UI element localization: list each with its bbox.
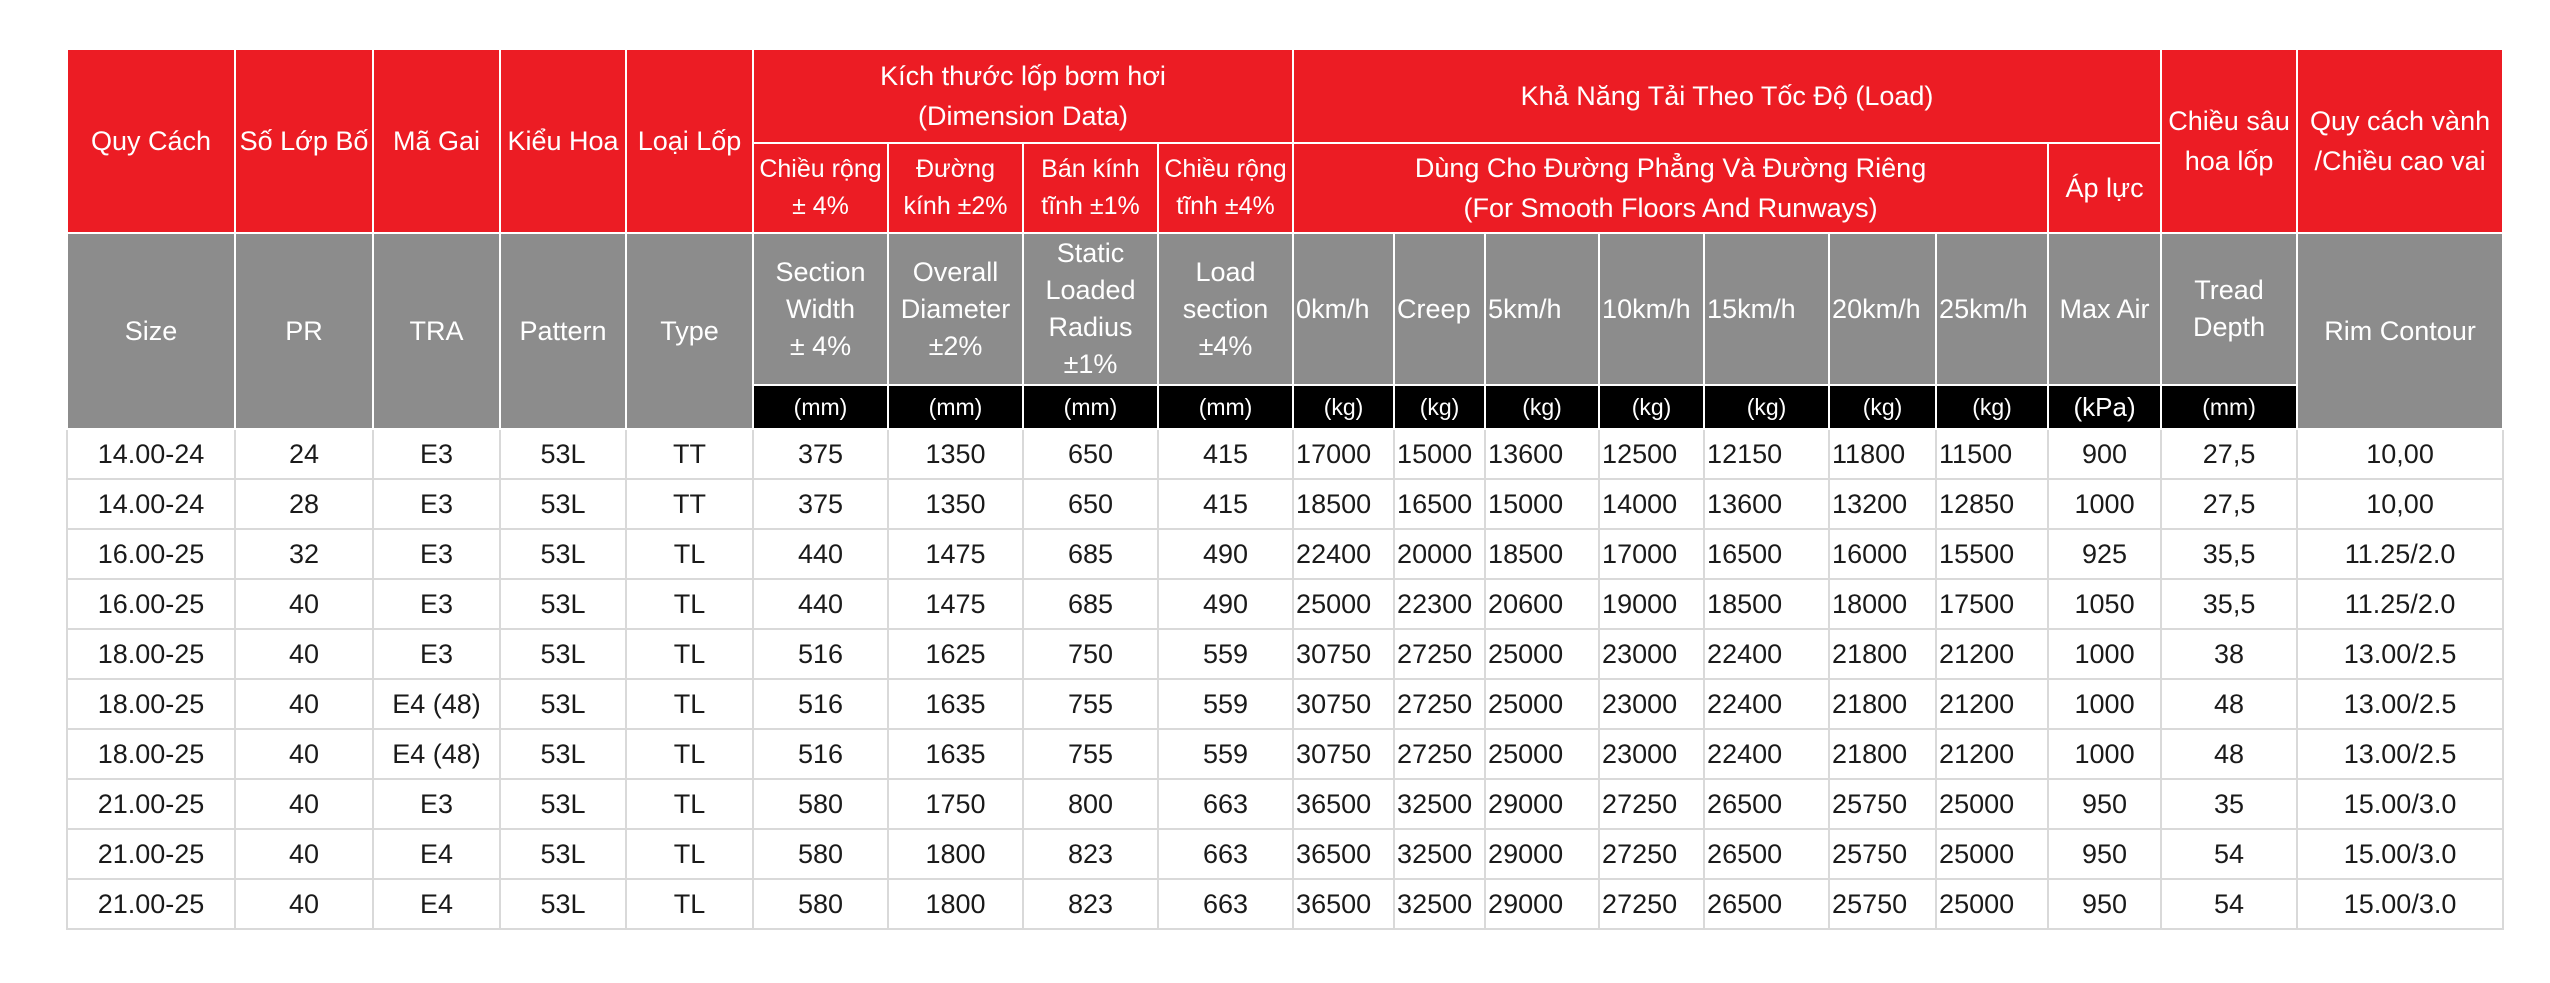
cell-overall-diameter: 1625 xyxy=(888,629,1023,679)
unit-kg: (kg) xyxy=(1293,385,1394,429)
static-radius-en-line4: ±1% xyxy=(1063,349,1118,379)
unit-kg: (kg) xyxy=(1936,385,2048,429)
cell-pr: 32 xyxy=(235,529,373,579)
unit-kg: (kg) xyxy=(1394,385,1485,429)
cell-load-5kmh: 20600 xyxy=(1485,579,1599,629)
group-header-smooth-floors xyxy=(1293,143,2048,233)
unit-mm: (mm) xyxy=(753,385,888,429)
cell-load-section: 559 xyxy=(1158,679,1293,729)
cell-rim-contour: 11.25/2.0 xyxy=(2297,579,2503,629)
cell-load-15kmh: 26500 xyxy=(1704,829,1829,879)
cell-load-25kmh: 25000 xyxy=(1936,829,2048,879)
cell-load-15kmh: 26500 xyxy=(1704,879,1829,929)
overall-diameter-en-line2: Diameter xyxy=(900,293,1011,324)
cell-static-radius: 650 xyxy=(1023,429,1158,479)
cell-load-section: 415 xyxy=(1158,429,1293,479)
cell-load-25kmh: 11500 xyxy=(1936,429,2048,479)
col-header-max-air: Max Air xyxy=(2048,233,2161,385)
load-section-en-line1: Load xyxy=(1195,256,1256,287)
cell-load-25kmh: 25000 xyxy=(1936,779,2048,829)
unit-mm: (mm) xyxy=(2161,385,2297,429)
cell-overall-diameter: 1350 xyxy=(888,479,1023,529)
cell-pr: 40 xyxy=(235,779,373,829)
cell-rim-contour: 15.00/3.0 xyxy=(2297,779,2503,829)
unit-mm: (mm) xyxy=(888,385,1023,429)
overall-diameter-en-line1: Overall xyxy=(912,256,999,287)
cell-section-width: 440 xyxy=(753,529,888,579)
table-body xyxy=(67,429,2503,929)
cell-load-25kmh: 21200 xyxy=(1936,729,2048,779)
section-width-vi-line2: ± 4% xyxy=(792,192,849,220)
cell-pattern: 53L xyxy=(500,679,626,729)
cell-load-5kmh: 29000 xyxy=(1485,879,1599,929)
cell-rim-contour: 13.00/2.5 xyxy=(2297,629,2503,679)
cell-pattern: 53L xyxy=(500,879,626,929)
cell-max-air: 1000 xyxy=(2048,629,2161,679)
load-section-vi-line2: tĩnh ±4% xyxy=(1176,192,1275,220)
cell-size: 18.00-25 xyxy=(67,679,235,729)
col-header-tread-depth-vi xyxy=(2161,49,2297,233)
static-radius-en-line3: Radius xyxy=(1048,312,1133,342)
cell-type: TT xyxy=(626,429,753,479)
cell-section-width: 580 xyxy=(753,879,888,929)
cell-load-15kmh: 22400 xyxy=(1704,729,1829,779)
section-width-vi-line1: Chiều rộng xyxy=(759,155,882,183)
cell-static-radius: 800 xyxy=(1023,779,1158,829)
cell-size: 18.00-25 xyxy=(67,729,235,779)
cell-load-20kmh: 25750 xyxy=(1829,879,1936,929)
col-header-rim-contour: Rim Contour xyxy=(2297,233,2503,429)
smooth-floors-line2: (For Smooth Floors And Runways) xyxy=(1463,193,1878,223)
cell-load-creep: 20000 xyxy=(1394,529,1485,579)
cell-tra: E3 xyxy=(373,629,500,679)
cell-load-0kmh: 30750 xyxy=(1293,679,1394,729)
cell-load-20kmh: 21800 xyxy=(1829,679,1936,729)
cell-rim-contour: 13.00/2.5 xyxy=(2297,679,2503,729)
cell-load-5kmh: 18500 xyxy=(1485,529,1599,579)
unit-mm: (mm) xyxy=(1023,385,1158,429)
cell-type: TL xyxy=(626,829,753,879)
cell-type: TL xyxy=(626,679,753,729)
cell-max-air: 900 xyxy=(2048,429,2161,479)
cell-load-20kmh: 11800 xyxy=(1829,429,1936,479)
load-section-en-line3: ±4% xyxy=(1198,330,1253,361)
unit-kpa: (kPa) xyxy=(2048,385,2161,429)
cell-load-0kmh: 30750 xyxy=(1293,729,1394,779)
col-header-load-section-en xyxy=(1158,233,1293,385)
cell-load-section: 490 xyxy=(1158,579,1293,629)
cell-max-air: 1000 xyxy=(2048,729,2161,779)
cell-size: 14.00-24 xyxy=(67,479,235,529)
static-radius-en-line1: Static xyxy=(1056,238,1125,268)
cell-section-width: 516 xyxy=(753,729,888,779)
col-header-overall-diameter-en xyxy=(888,233,1023,385)
cell-max-air: 1050 xyxy=(2048,579,2161,629)
cell-load-25kmh: 12850 xyxy=(1936,479,2048,529)
cell-tra: E3 xyxy=(373,479,500,529)
table-row xyxy=(67,829,2503,879)
cell-section-width: 580 xyxy=(753,779,888,829)
cell-type: TL xyxy=(626,629,753,679)
cell-type: TL xyxy=(626,779,753,829)
cell-size: 16.00-25 xyxy=(67,529,235,579)
table-row xyxy=(67,729,2503,779)
cell-static-radius: 685 xyxy=(1023,579,1158,629)
cell-load-20kmh: 21800 xyxy=(1829,629,1936,679)
cell-load-20kmh: 13200 xyxy=(1829,479,1936,529)
cell-static-radius: 650 xyxy=(1023,479,1158,529)
unit-kg: (kg) xyxy=(1704,385,1829,429)
col-header-speed-10: 10km/h xyxy=(1599,233,1704,385)
cell-load-5kmh: 25000 xyxy=(1485,629,1599,679)
cell-tra: E3 xyxy=(373,579,500,629)
cell-tread-depth: 35,5 xyxy=(2161,529,2297,579)
cell-load-0kmh: 18500 xyxy=(1293,479,1394,529)
cell-size: 16.00-25 xyxy=(67,579,235,629)
cell-load-section: 415 xyxy=(1158,479,1293,529)
cell-section-width: 375 xyxy=(753,479,888,529)
cell-load-5kmh: 25000 xyxy=(1485,679,1599,729)
cell-load-0kmh: 36500 xyxy=(1293,879,1394,929)
cell-load-25kmh: 25000 xyxy=(1936,879,2048,929)
cell-pattern: 53L xyxy=(500,829,626,879)
cell-load-25kmh: 21200 xyxy=(1936,679,2048,729)
cell-rim-contour: 15.00/3.0 xyxy=(2297,829,2503,879)
load-section-en-line2: section xyxy=(1182,293,1269,324)
cell-section-width: 516 xyxy=(753,629,888,679)
table-row xyxy=(67,429,2503,479)
section-width-en-line3: ± 4% xyxy=(789,330,852,361)
col-header-load-section-vi xyxy=(1158,143,1293,233)
cell-load-5kmh: 13600 xyxy=(1485,429,1599,479)
static-radius-vi-line1: Bán kính xyxy=(1041,155,1140,183)
cell-max-air: 1000 xyxy=(2048,679,2161,729)
cell-load-20kmh: 21800 xyxy=(1829,729,1936,779)
cell-tread-depth: 35,5 xyxy=(2161,579,2297,629)
section-width-en-line1: Section xyxy=(775,256,866,287)
cell-max-air: 925 xyxy=(2048,529,2161,579)
overall-diameter-vi-line2: kính ±2% xyxy=(903,192,1008,220)
cell-pr: 40 xyxy=(235,679,373,729)
cell-overall-diameter: 1750 xyxy=(888,779,1023,829)
cell-load-15kmh: 13600 xyxy=(1704,479,1829,529)
cell-max-air: 950 xyxy=(2048,779,2161,829)
cell-tread-depth: 27,5 xyxy=(2161,429,2297,479)
col-header-overall-diameter-vi xyxy=(888,143,1023,233)
cell-tread-depth: 54 xyxy=(2161,879,2297,929)
cell-load-25kmh: 21200 xyxy=(1936,629,2048,679)
cell-pr: 24 xyxy=(235,429,373,479)
col-header-speed-25: 25km/h xyxy=(1936,233,2048,385)
cell-load-5kmh: 25000 xyxy=(1485,729,1599,779)
col-header-static-radius-en xyxy=(1023,233,1158,385)
cell-tra: E4 (48) xyxy=(373,729,500,779)
cell-load-creep: 16500 xyxy=(1394,479,1485,529)
col-header-tra-vi: Mã Gai xyxy=(373,49,500,233)
col-header-speed-5: 5km/h xyxy=(1485,233,1599,385)
cell-static-radius: 823 xyxy=(1023,829,1158,879)
cell-static-radius: 755 xyxy=(1023,729,1158,779)
cell-load-25kmh: 17500 xyxy=(1936,579,2048,629)
cell-overall-diameter: 1475 xyxy=(888,529,1023,579)
cell-rim-contour: 15.00/3.0 xyxy=(2297,879,2503,929)
cell-pattern: 53L xyxy=(500,529,626,579)
cell-pattern: 53L xyxy=(500,479,626,529)
cell-type: TL xyxy=(626,879,753,929)
cell-tread-depth: 27,5 xyxy=(2161,479,2297,529)
cell-load-section: 663 xyxy=(1158,829,1293,879)
cell-load-20kmh: 25750 xyxy=(1829,829,1936,879)
cell-section-width: 440 xyxy=(753,579,888,629)
cell-tread-depth: 35 xyxy=(2161,779,2297,829)
cell-load-15kmh: 22400 xyxy=(1704,679,1829,729)
unit-mm: (mm) xyxy=(1158,385,1293,429)
col-header-type-en: Type xyxy=(626,233,753,429)
cell-max-air: 950 xyxy=(2048,879,2161,929)
cell-pr: 40 xyxy=(235,879,373,929)
col-header-pr-vi: Số Lớp Bố xyxy=(235,49,373,233)
cell-load-10kmh: 23000 xyxy=(1599,629,1704,679)
cell-load-10kmh: 14000 xyxy=(1599,479,1704,529)
cell-type: TL xyxy=(626,529,753,579)
cell-size: 18.00-25 xyxy=(67,629,235,679)
col-header-section-width-vi xyxy=(753,143,888,233)
col-header-static-radius-vi xyxy=(1023,143,1158,233)
cell-tread-depth: 38 xyxy=(2161,629,2297,679)
cell-load-20kmh: 25750 xyxy=(1829,779,1936,829)
cell-load-0kmh: 25000 xyxy=(1293,579,1394,629)
cell-overall-diameter: 1635 xyxy=(888,729,1023,779)
cell-pr: 28 xyxy=(235,479,373,529)
cell-section-width: 516 xyxy=(753,679,888,729)
cell-tra: E4 xyxy=(373,879,500,929)
cell-load-section: 663 xyxy=(1158,879,1293,929)
cell-rim-contour: 13.00/2.5 xyxy=(2297,729,2503,779)
cell-max-air: 1000 xyxy=(2048,479,2161,529)
cell-load-0kmh: 30750 xyxy=(1293,629,1394,679)
col-header-size-vi: Quy Cách xyxy=(67,49,235,233)
cell-load-section: 559 xyxy=(1158,729,1293,779)
col-header-speed-15: 15km/h xyxy=(1704,233,1829,385)
cell-load-0kmh: 36500 xyxy=(1293,829,1394,879)
cell-pattern: 53L xyxy=(500,579,626,629)
rim-vi-line1: Quy cách vành xyxy=(2310,106,2491,136)
cell-load-20kmh: 18000 xyxy=(1829,579,1936,629)
cell-load-10kmh: 27250 xyxy=(1599,779,1704,829)
col-header-speed-20: 20km/h xyxy=(1829,233,1936,385)
group-header-dimension-line1: Kích thước lốp bơm hơi xyxy=(880,61,1166,91)
group-header-dimension-line2: (Dimension Data) xyxy=(917,101,1129,131)
cell-load-10kmh: 23000 xyxy=(1599,679,1704,729)
tread-depth-en-line2: Depth xyxy=(2193,312,2266,342)
cell-overall-diameter: 1800 xyxy=(888,879,1023,929)
col-header-section-width-en xyxy=(753,233,888,385)
col-header-tra-en: TRA xyxy=(373,233,500,429)
cell-pr: 40 xyxy=(235,629,373,679)
cell-size: 21.00-25 xyxy=(67,829,235,879)
cell-load-15kmh: 16500 xyxy=(1704,529,1829,579)
cell-load-creep: 15000 xyxy=(1394,429,1485,479)
cell-tra: E3 xyxy=(373,529,500,579)
static-radius-vi-line2: tĩnh ±1% xyxy=(1041,192,1140,220)
cell-tra: E4 (48) xyxy=(373,679,500,729)
group-header-dimension xyxy=(753,49,1293,143)
cell-load-5kmh: 15000 xyxy=(1485,479,1599,529)
cell-load-10kmh: 27250 xyxy=(1599,829,1704,879)
tread-depth-en-line1: Tread xyxy=(2194,275,2264,305)
cell-pattern: 53L xyxy=(500,729,626,779)
cell-pattern: 53L xyxy=(500,779,626,829)
cell-load-15kmh: 26500 xyxy=(1704,779,1829,829)
cell-pr: 40 xyxy=(235,829,373,879)
tread-depth-vi-line1: Chiều sâu xyxy=(2168,106,2290,136)
cell-load-creep: 32500 xyxy=(1394,879,1485,929)
cell-pr: 40 xyxy=(235,579,373,629)
cell-overall-diameter: 1475 xyxy=(888,579,1023,629)
cell-pr: 40 xyxy=(235,729,373,779)
cell-load-20kmh: 16000 xyxy=(1829,529,1936,579)
cell-static-radius: 823 xyxy=(1023,879,1158,929)
cell-section-width: 580 xyxy=(753,829,888,879)
cell-overall-diameter: 1350 xyxy=(888,429,1023,479)
col-header-pattern-en: Pattern xyxy=(500,233,626,429)
unit-kg: (kg) xyxy=(1599,385,1704,429)
overall-diameter-vi-line1: Đường xyxy=(916,155,995,183)
cell-load-0kmh: 17000 xyxy=(1293,429,1394,479)
cell-rim-contour: 10,00 xyxy=(2297,479,2503,529)
cell-static-radius: 755 xyxy=(1023,679,1158,729)
cell-tread-depth: 54 xyxy=(2161,829,2297,879)
cell-load-0kmh: 22400 xyxy=(1293,529,1394,579)
cell-static-radius: 750 xyxy=(1023,629,1158,679)
cell-load-5kmh: 29000 xyxy=(1485,829,1599,879)
cell-load-creep: 27250 xyxy=(1394,729,1485,779)
table-row xyxy=(67,529,2503,579)
unit-kg: (kg) xyxy=(1829,385,1936,429)
smooth-floors-line1: Dùng Cho Đường Phẳng Và Đường Riêng xyxy=(1414,153,1927,183)
cell-rim-contour: 10,00 xyxy=(2297,429,2503,479)
table-row xyxy=(67,479,2503,529)
col-header-rim-vi xyxy=(2297,49,2503,233)
cell-max-air: 950 xyxy=(2048,829,2161,879)
cell-pattern: 53L xyxy=(500,429,626,479)
cell-size: 14.00-24 xyxy=(67,429,235,479)
section-width-en-line2: Width xyxy=(785,293,856,324)
cell-overall-diameter: 1800 xyxy=(888,829,1023,879)
table-row xyxy=(67,579,2503,629)
cell-rim-contour: 11.25/2.0 xyxy=(2297,529,2503,579)
cell-static-radius: 685 xyxy=(1023,529,1158,579)
cell-type: TL xyxy=(626,729,753,779)
rim-vi-line2: /Chiều cao vai xyxy=(2314,146,2486,176)
group-header-load: Khả Năng Tải Theo Tốc Độ (Load) xyxy=(1293,49,2161,143)
overall-diameter-en-line3: ±2% xyxy=(928,330,983,361)
cell-tra: E3 xyxy=(373,779,500,829)
table-row xyxy=(67,629,2503,679)
cell-overall-diameter: 1635 xyxy=(888,679,1023,729)
cell-load-creep: 27250 xyxy=(1394,679,1485,729)
col-header-pressure-vi: Áp lực xyxy=(2048,143,2161,233)
cell-pattern: 53L xyxy=(500,629,626,679)
cell-load-10kmh: 17000 xyxy=(1599,529,1704,579)
tread-depth-vi-line2: hoa lốp xyxy=(2184,146,2274,176)
col-header-type-vi: Loại Lốp xyxy=(626,49,753,233)
tire-spec-table-container xyxy=(66,48,2502,930)
cell-load-section: 663 xyxy=(1158,779,1293,829)
cell-load-15kmh: 22400 xyxy=(1704,629,1829,679)
cell-load-10kmh: 27250 xyxy=(1599,879,1704,929)
cell-load-creep: 32500 xyxy=(1394,779,1485,829)
col-header-pr-en: PR xyxy=(235,233,373,429)
cell-tra: E4 xyxy=(373,829,500,879)
table-row xyxy=(67,679,2503,729)
load-section-vi-line1: Chiều rộng xyxy=(1164,155,1287,183)
unit-kg: (kg) xyxy=(1485,385,1599,429)
cell-load-section: 559 xyxy=(1158,629,1293,679)
cell-section-width: 375 xyxy=(753,429,888,479)
cell-load-10kmh: 12500 xyxy=(1599,429,1704,479)
cell-load-creep: 22300 xyxy=(1394,579,1485,629)
col-header-size-en: Size xyxy=(67,233,235,429)
table-row xyxy=(67,879,2503,929)
cell-load-5kmh: 29000 xyxy=(1485,779,1599,829)
cell-load-section: 490 xyxy=(1158,529,1293,579)
cell-load-10kmh: 23000 xyxy=(1599,729,1704,779)
static-radius-en-line2: Loaded xyxy=(1045,275,1136,305)
cell-load-15kmh: 12150 xyxy=(1704,429,1829,479)
col-header-speed-0: 0km/h xyxy=(1293,233,1394,385)
cell-type: TT xyxy=(626,479,753,529)
cell-load-15kmh: 18500 xyxy=(1704,579,1829,629)
tire-spec-table xyxy=(66,48,2504,930)
col-header-pattern-vi: Kiểu Hoa xyxy=(500,49,626,233)
cell-type: TL xyxy=(626,579,753,629)
cell-load-0kmh: 36500 xyxy=(1293,779,1394,829)
table-row xyxy=(67,779,2503,829)
cell-tread-depth: 48 xyxy=(2161,679,2297,729)
cell-load-25kmh: 15500 xyxy=(1936,529,2048,579)
cell-tra: E3 xyxy=(373,429,500,479)
col-header-speed-creep: Creep xyxy=(1394,233,1485,385)
cell-tread-depth: 48 xyxy=(2161,729,2297,779)
col-header-tread-depth-en xyxy=(2161,233,2297,385)
cell-load-creep: 32500 xyxy=(1394,829,1485,879)
cell-load-10kmh: 19000 xyxy=(1599,579,1704,629)
cell-size: 21.00-25 xyxy=(67,879,235,929)
cell-size: 21.00-25 xyxy=(67,779,235,829)
cell-load-creep: 27250 xyxy=(1394,629,1485,679)
